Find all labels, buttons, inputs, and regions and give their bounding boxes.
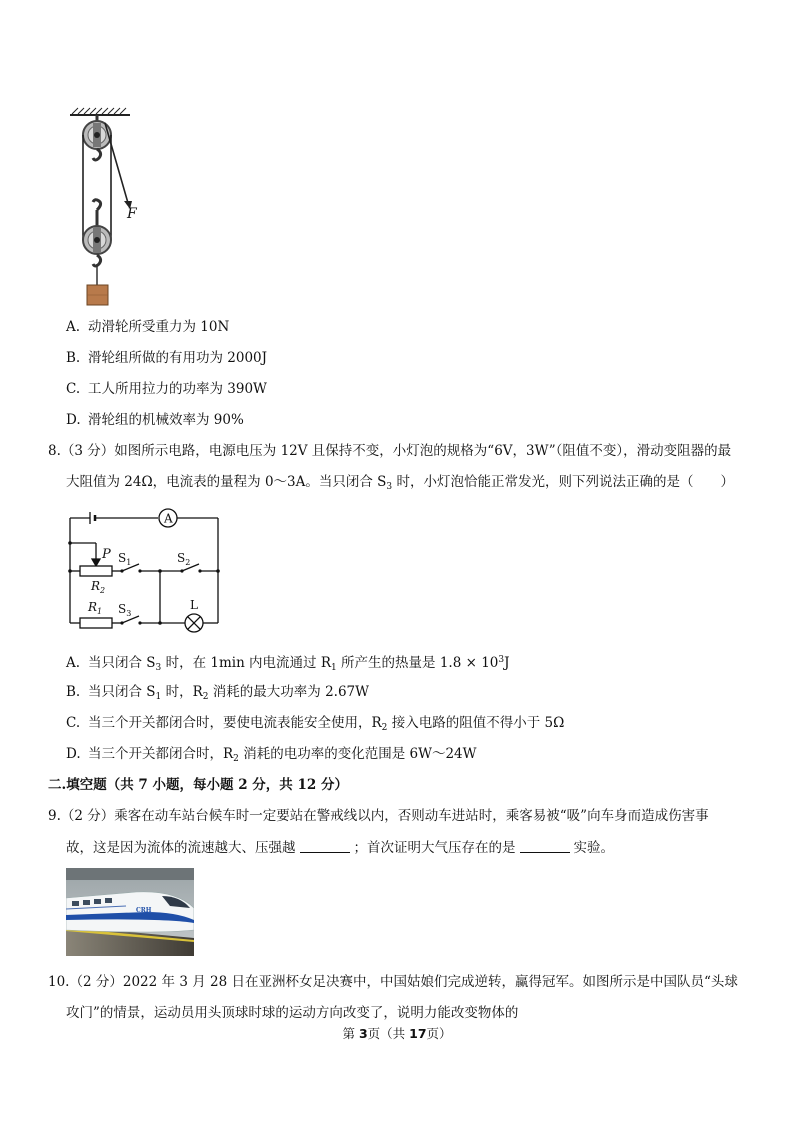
r1-label: $R_1$ bbox=[88, 600, 103, 616]
ammeter-label: A bbox=[164, 511, 173, 526]
s3-label: $S_3$ bbox=[118, 602, 132, 618]
q9-blank-2[interactable] bbox=[520, 840, 570, 853]
s1-label: $S_1$ bbox=[118, 551, 132, 567]
section-2-title: 二.填空题（共 7 小题，每小题 2 分，共 12 分） bbox=[48, 777, 348, 793]
train-photo bbox=[66, 868, 194, 956]
q8-stem-line2: 大阻值为 24Ω，电流表的量程为 0～3A。当只闭合 $S_3$ 时，小灯泡恰能正常发光，则下列说法正确的是（ ） bbox=[66, 474, 734, 492]
lamp-label: L bbox=[190, 598, 198, 612]
train-logo: CRH bbox=[136, 907, 152, 914]
q7-option-c: C. 工人所用拉力的功率为 390W bbox=[66, 381, 267, 397]
slider-label: P bbox=[102, 547, 111, 562]
circuit-diagram bbox=[60, 505, 230, 635]
q7-option-a: A. 动滑轮所受重力为 10N bbox=[66, 319, 230, 335]
q9-stem-line1: 9.（2 分）乘客在动车站台候车时一定要站在警戒线以内，否则动车进站时，乘客易被“吸”向车身而造成伤害事 bbox=[48, 808, 709, 824]
q8-option-a: A. 当只闭合 $S_3$ 时，在 1min 内电流通过 $R_1$ 所产生的热量是 $1.8 \times 10^3J$ bbox=[66, 655, 510, 673]
force-label: F bbox=[127, 206, 137, 222]
page-footer: 第 3页（共 17页） bbox=[342, 1026, 452, 1041]
r2-label: $R_2$ bbox=[91, 579, 106, 595]
pulley-figure bbox=[60, 105, 160, 310]
q7-option-d: D. 滑轮组的机械效率为 90% bbox=[66, 412, 244, 428]
q10-stem-line2: 攻门”的情景，运动员用头顶球时球的运动方向改变了，说明力能改变物体的 bbox=[66, 1005, 519, 1021]
q7-option-b: B. 滑轮组所做的有用功为 2000J bbox=[66, 350, 268, 366]
q9-blank-1[interactable] bbox=[300, 840, 350, 853]
s2-label: $S_2$ bbox=[177, 551, 191, 567]
q8-option-c: C. 当三个开关都闭合时，要使电流表能安全使用，$R_2$ 接入电路的阻值不得小于 5Ω bbox=[66, 715, 565, 733]
q8-option-d: D. 当三个开关都闭合时，$R_2$ 消耗的电功率的变化范围是 6W～24W bbox=[66, 746, 477, 764]
q8-option-b: B. 当只闭合 $S_1$ 时，$R_2$ 消耗的最大功率为 2.67W bbox=[66, 684, 370, 702]
q10-stem-line1: 10.（2 分）2022 年 3 月 28 日在亚洲杯女足决赛中，中国姑娘们完成逆转，赢得冠军。如图所示是中国队员“头球 bbox=[48, 974, 738, 990]
q9-stem-line2: 故，这是因为流体的流速越大、压强越 ；首次证明大气压存在的是 实验。 bbox=[66, 840, 614, 856]
q8-stem-line1: 8.（3 分）如图所示电路，电源电压为 12V 且保持不变，小灯泡的规格为“6V，3W”（阻值不变），滑动变阻器的最 bbox=[48, 443, 732, 459]
